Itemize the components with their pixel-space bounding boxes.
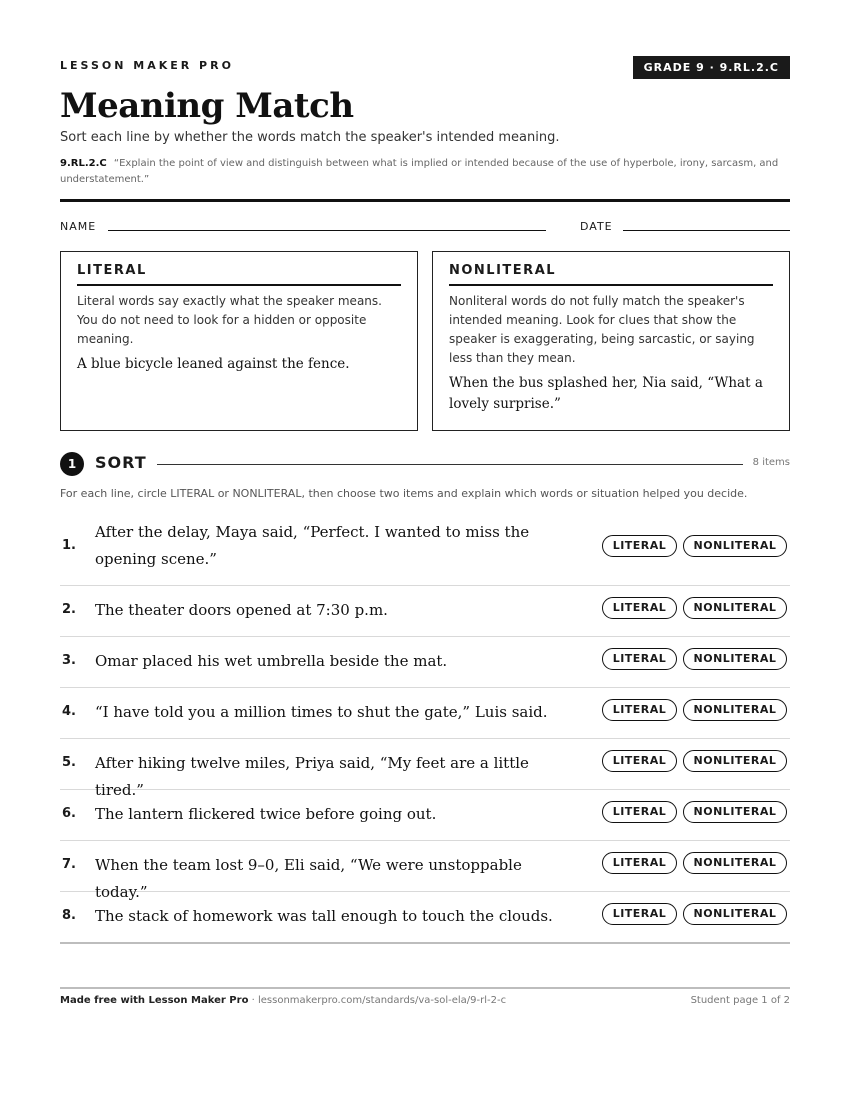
item-count: 8 items bbox=[752, 457, 790, 468]
choice-group bbox=[602, 750, 787, 772]
literal-choice-button[interactable]: LITERAL bbox=[602, 648, 677, 670]
literal-choice-button[interactable]: LITERAL bbox=[602, 535, 677, 557]
choice-group bbox=[602, 648, 787, 670]
item-number: 5. bbox=[62, 755, 76, 770]
nonliteral-example: When the bus splashed her, Nia said, “What a lovely surprise.” bbox=[449, 375, 763, 412]
list-item bbox=[60, 637, 790, 688]
nonliteral-choice-button[interactable]: NONLITERAL bbox=[683, 801, 787, 823]
literal-choice-button[interactable]: LITERAL bbox=[602, 903, 677, 925]
standard-text: “Explain the point of view and distinguish between what is implied or intended because of the use of hyperbole, irony, sarcasm, and understatement.” bbox=[60, 158, 779, 185]
nonliteral-heading: NONLITERAL bbox=[449, 263, 773, 286]
nonliteral-choice-button[interactable]: NONLITERAL bbox=[683, 535, 787, 557]
item-text: When the team lost 9–0, Eli said, “We were unstoppable today.” bbox=[95, 856, 522, 901]
footer-url[interactable]: lessonmakerpro.com/standards/va-sol-ela/9-rl-2-c bbox=[257, 995, 507, 1006]
page-title: Meaning Match bbox=[60, 86, 354, 126]
page-number: Student page 1 of 2 bbox=[690, 995, 790, 1006]
top-bar bbox=[60, 56, 790, 80]
section-title: SORT bbox=[95, 453, 147, 472]
item-number: 3. bbox=[62, 653, 76, 668]
name-field[interactable] bbox=[108, 230, 546, 231]
sort-instructions: For each line, circle LITERAL or NONLITERAL, then choose two items and explain which words or situation helped you decide. bbox=[60, 487, 748, 500]
literal-choice-button[interactable]: LITERAL bbox=[602, 852, 677, 874]
footer-separator: · bbox=[251, 995, 258, 1006]
nonliteral-choice-button[interactable]: NONLITERAL bbox=[683, 750, 787, 772]
nonliteral-choice-button[interactable]: NONLITERAL bbox=[683, 852, 787, 874]
literal-choice-button[interactable]: LITERAL bbox=[602, 801, 677, 823]
literal-choice-button[interactable]: LITERAL bbox=[602, 699, 677, 721]
brand-name: LESSON MAKER PRO bbox=[60, 59, 234, 72]
literal-definition-text: Literal words say exactly what the speaker means. You do not need to look for a hidden or opposite meaning. bbox=[77, 294, 382, 346]
list-item bbox=[60, 841, 790, 901]
header-divider bbox=[60, 199, 790, 202]
item-text: After the delay, Maya said, “Perfect. I wanted to miss the opening scene.” bbox=[95, 523, 530, 568]
item-text: Omar placed his wet umbrella beside the mat. bbox=[95, 652, 448, 670]
section-number-badge: 1 bbox=[60, 452, 84, 476]
choice-group bbox=[602, 597, 787, 619]
choice-group bbox=[602, 903, 787, 925]
nonliteral-choice-button[interactable]: NONLITERAL bbox=[683, 648, 787, 670]
literal-example: A blue bicycle leaned against the fence. bbox=[77, 356, 350, 372]
nonliteral-definition-text: Nonliteral words do not fully match the speaker's intended meaning. Look for clues that show the speaker is exaggerating, being sarcastic, or saying less than they mean. bbox=[449, 294, 755, 365]
nonliteral-choice-button[interactable]: NONLITERAL bbox=[683, 597, 787, 619]
item-number: 6. bbox=[62, 806, 76, 821]
item-number: 1. bbox=[62, 538, 76, 553]
item-number: 7. bbox=[62, 857, 76, 872]
section-rule bbox=[157, 464, 743, 465]
item-text: The stack of homework was tall enough to touch the clouds. bbox=[95, 907, 553, 925]
item-text: The lantern flickered twice before going out. bbox=[95, 805, 437, 823]
sort-items-list bbox=[60, 510, 790, 944]
nonliteral-definition-box bbox=[432, 251, 790, 431]
name-date-row bbox=[60, 220, 790, 236]
item-number: 8. bbox=[62, 908, 76, 923]
date-field[interactable] bbox=[623, 230, 790, 231]
standard-code: 9.RL.2.C bbox=[60, 158, 107, 169]
footer-divider bbox=[60, 987, 790, 989]
name-label: NAME bbox=[60, 220, 97, 233]
literal-choice-button[interactable]: LITERAL bbox=[602, 597, 677, 619]
choice-group bbox=[602, 535, 787, 557]
item-number: 4. bbox=[62, 704, 76, 719]
made-with-credit: Made free with Lesson Maker Pro bbox=[60, 995, 249, 1006]
item-number: 2. bbox=[62, 602, 76, 617]
nonliteral-choice-button[interactable]: NONLITERAL bbox=[683, 903, 787, 925]
item-text: “I have told you a million times to shut the gate,” Luis said. bbox=[95, 703, 548, 721]
page-footer bbox=[60, 995, 790, 1009]
worksheet-page bbox=[60, 0, 790, 1100]
list-item bbox=[60, 790, 790, 841]
list-item bbox=[60, 688, 790, 739]
literal-heading: LITERAL bbox=[77, 263, 401, 286]
list-item bbox=[60, 739, 790, 799]
literal-choice-button[interactable]: LITERAL bbox=[602, 750, 677, 772]
date-label: DATE bbox=[580, 220, 613, 233]
item-text: After hiking twelve miles, Priya said, “My feet are a little tired.” bbox=[95, 754, 529, 799]
list-item bbox=[60, 510, 790, 586]
choice-group bbox=[602, 801, 787, 823]
list-item bbox=[60, 892, 790, 944]
choice-group bbox=[602, 699, 787, 721]
standard-description bbox=[60, 156, 790, 188]
choice-group bbox=[602, 852, 787, 874]
grade-badge: GRADE 9 · 9.RL.2.C bbox=[633, 56, 790, 79]
list-item bbox=[60, 586, 790, 637]
item-text: The theater doors opened at 7:30 p.m. bbox=[95, 601, 388, 619]
sort-section-header bbox=[60, 452, 790, 476]
nonliteral-choice-button[interactable]: NONLITERAL bbox=[683, 699, 787, 721]
page-subtitle: Sort each line by whether the words match the speaker's intended meaning. bbox=[60, 130, 560, 145]
literal-definition-box bbox=[60, 251, 418, 431]
